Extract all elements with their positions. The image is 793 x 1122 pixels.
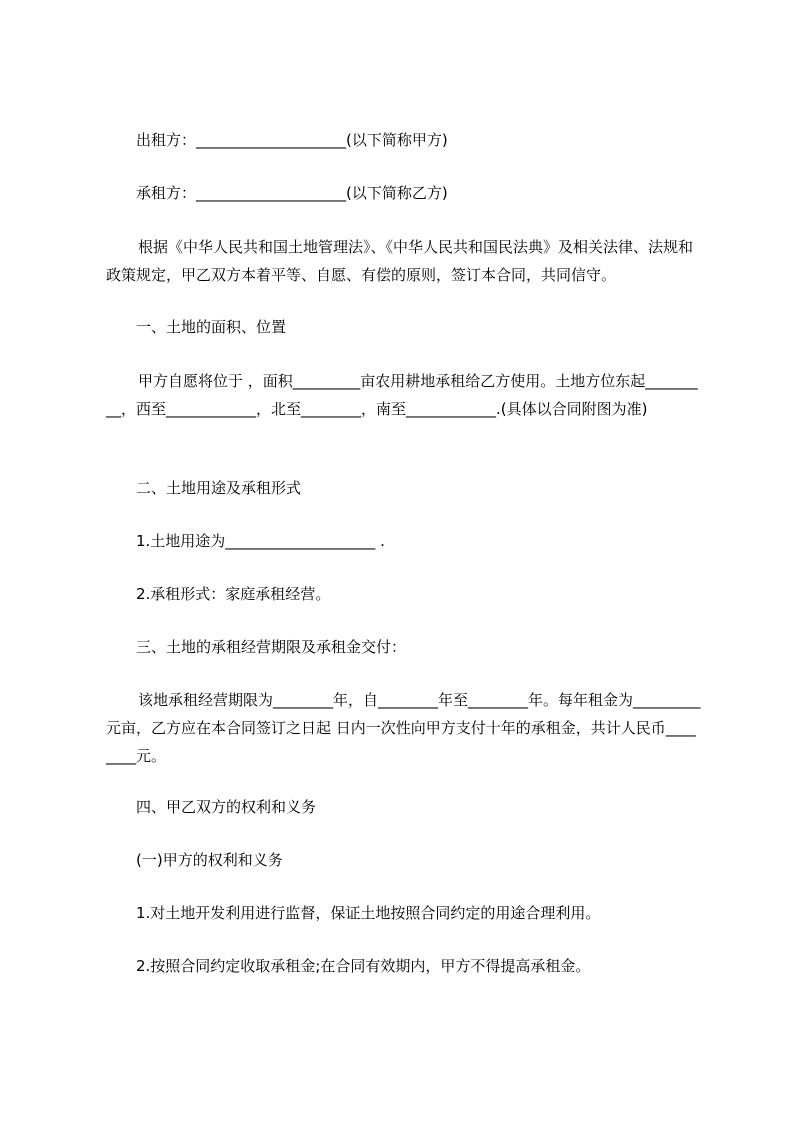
section4-item2: 2.按照合同约定收取承租金;在合同有效期内，甲方不得提高承租金。	[136, 957, 591, 975]
section4-title: 四、甲乙双方的权利和义务	[136, 798, 317, 816]
lessor-line: 出租方：____________________(以下简称甲方)	[136, 131, 448, 149]
lessee-line: 承租方：____________________(以下简称乙方)	[136, 184, 448, 202]
section1-title: 一、土地的面积、位置	[136, 318, 287, 336]
preamble-paragraph: 根据《中华人民共和国土地管理法》、《中华人民共和国民法典》及相关法律、法规和政策规定，甲乙双方本着平等、自愿、有偿的原则，签订本合同，共同信守。	[106, 238, 694, 284]
section3-body: 该地承租经营期限为________年，自________年至________年。每年租金为_________元亩，乙方应在本合同签订之日起 日内一次性向甲方支付十年的承租金，共计人民币________元。	[106, 691, 701, 765]
section1-body: 甲方自愿将位于 ，面积_________亩农用耕地承租给乙方使用。土地方位东起_________，西至____________，北至________，南至____________.(具体以合同附图为准)	[106, 372, 698, 418]
section4-subtitle: (一)甲方的权利和义务	[136, 851, 283, 869]
section2-title: 二、土地用途及承租形式	[136, 479, 302, 497]
section4-item1: 1.对土地开发利用进行监督，保证土地按照合同约定的用途合理利用。	[136, 904, 601, 922]
section3-title: 三、土地的承租经营期限及承租金交付：	[136, 638, 407, 656]
section2-item2: 2.承租形式：家庭承租经营。	[136, 585, 331, 603]
section2-item1: 1.土地用途为____________________ .	[136, 532, 385, 550]
